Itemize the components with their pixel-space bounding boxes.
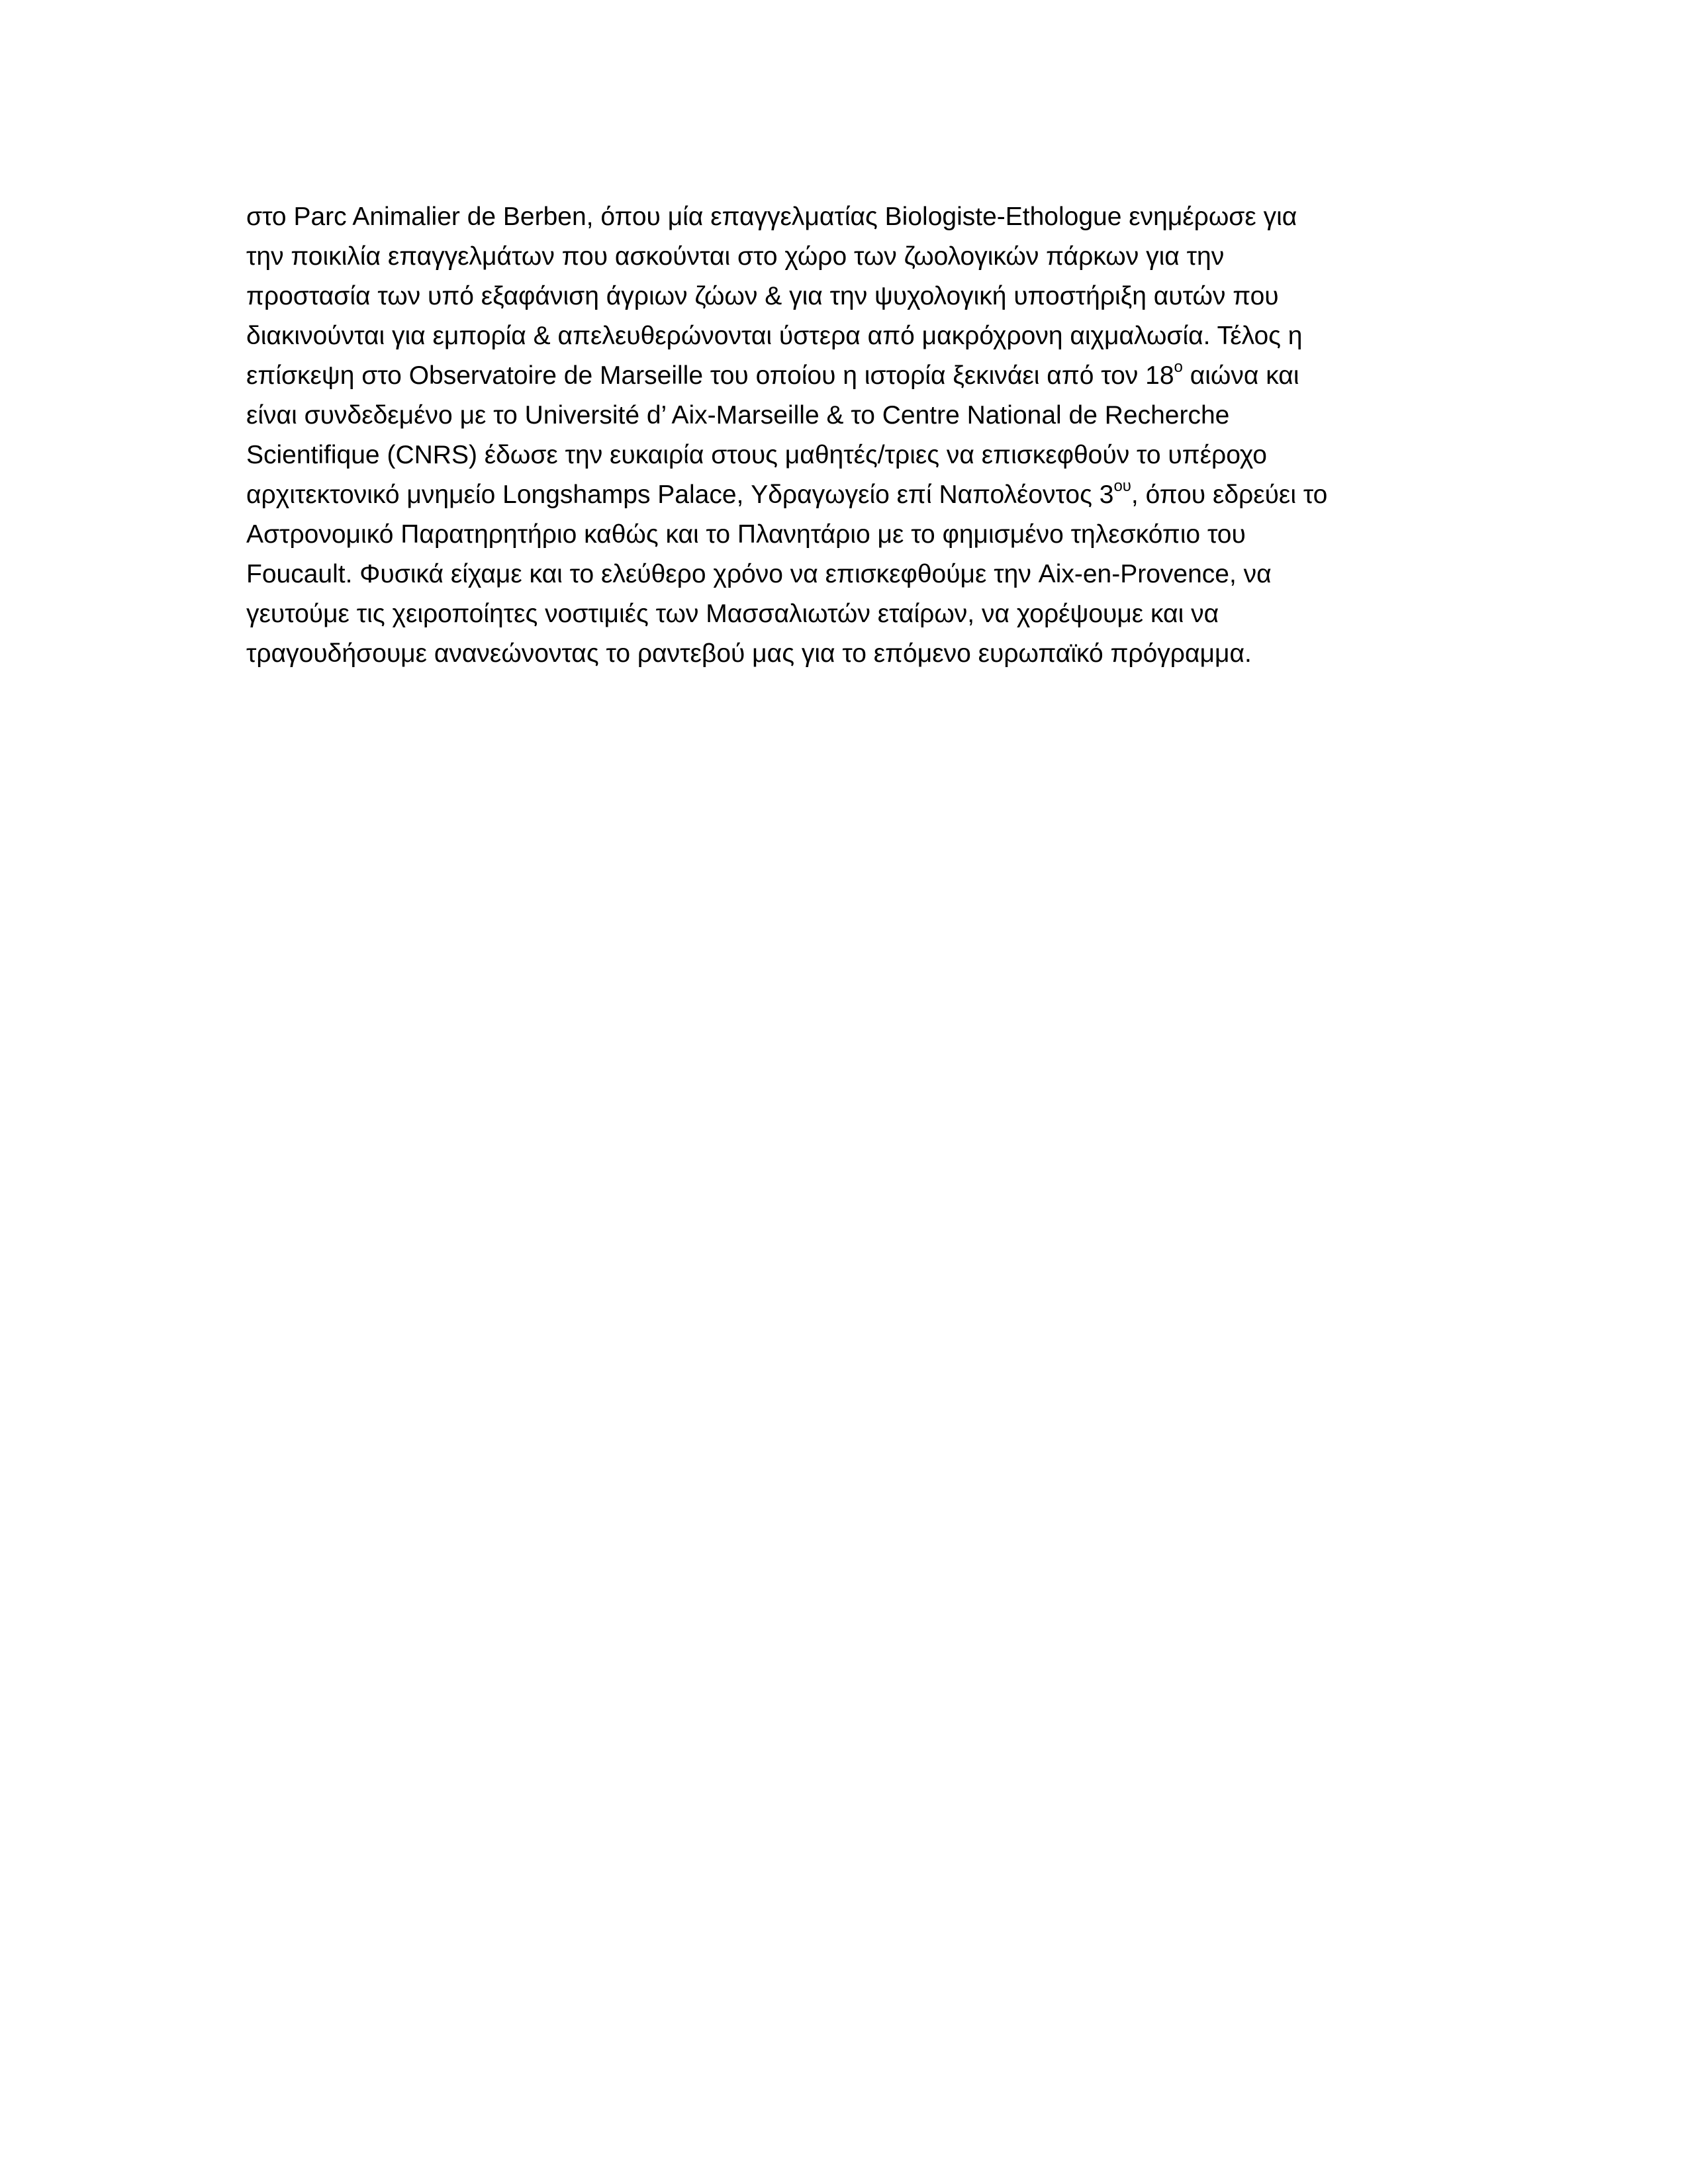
paragraph-line-11: γευτούμε τις χειροποίητες νοστιμιές των Μασσαλιωτών εταίρων, να χορέψουμε και να bbox=[246, 600, 1219, 628]
line-8-text-after: , όπου εδρεύει το bbox=[1131, 480, 1328, 509]
body-paragraph bbox=[246, 197, 1458, 674]
line-5-text-before: επίσκεψη στο Observatoire de Marseille του οποίου η ιστορία ξεκινάει από τον 18 bbox=[246, 361, 1174, 390]
paragraph-line-8 bbox=[246, 475, 1458, 515]
paragraph-line-9: Αστρονομικό Παρατηρητήριο καθώς και το Πλανητάριο με το φημισμένο τηλεσκόπιο του bbox=[246, 520, 1246, 549]
ordinal-superscript: ο bbox=[1174, 358, 1183, 376]
paragraph-line-5 bbox=[246, 356, 1458, 396]
paragraph-line-12: τραγουδήσουμε ανανεώνοντας το ραντεβού μας για το επόμενο ευρωπαϊκό πρόγραμμα. bbox=[246, 639, 1252, 668]
paragraph-line-7: Scientifique (CNRS) έδωσε την ευκαιρία στους μαθητές/τριες να επισκεφθούν το υπέροχο bbox=[246, 441, 1267, 469]
line-5-text-after: αιώνα και bbox=[1182, 361, 1299, 390]
paragraph-line-10: Foucault. Φυσικά είχαμε και το ελεύθερο χρόνο να επισκεφθούμε την Aix-en-Provence, να bbox=[246, 560, 1272, 588]
line-8-text-before: αρχιτεκτονικό μνημείο Longshamps Palace, Υδραγωγείο επί Ναπολέοντος 3 bbox=[246, 480, 1114, 509]
paragraph-line-2: την ποικιλία επαγγελμάτων που ασκούνται στο χώρο των ζωολογικών πάρκων για την bbox=[246, 242, 1225, 271]
paragraph-line-1: στο Parc Animalier de Berben, όπου μία επαγγελματίας Biologiste-Ethologue ενημέρωσε για bbox=[246, 203, 1297, 231]
ordinal-superscript: ου bbox=[1113, 477, 1131, 495]
paragraph-line-6: είναι συνδεδεμένο με το Université d’ Aix-Marseille & το Centre National de Recherche bbox=[246, 401, 1230, 430]
paragraph-line-3: προστασία των υπό εξαφάνιση άγριων ζώων & για την ψυχολογική υποστήριξη αυτών που bbox=[246, 282, 1279, 310]
paragraph-line-4: διακινούνται για εμπορία & απελευθερώνονται ύστερα από μακρόχρονη αιχμαλωσία. Τέλος η bbox=[246, 322, 1303, 350]
